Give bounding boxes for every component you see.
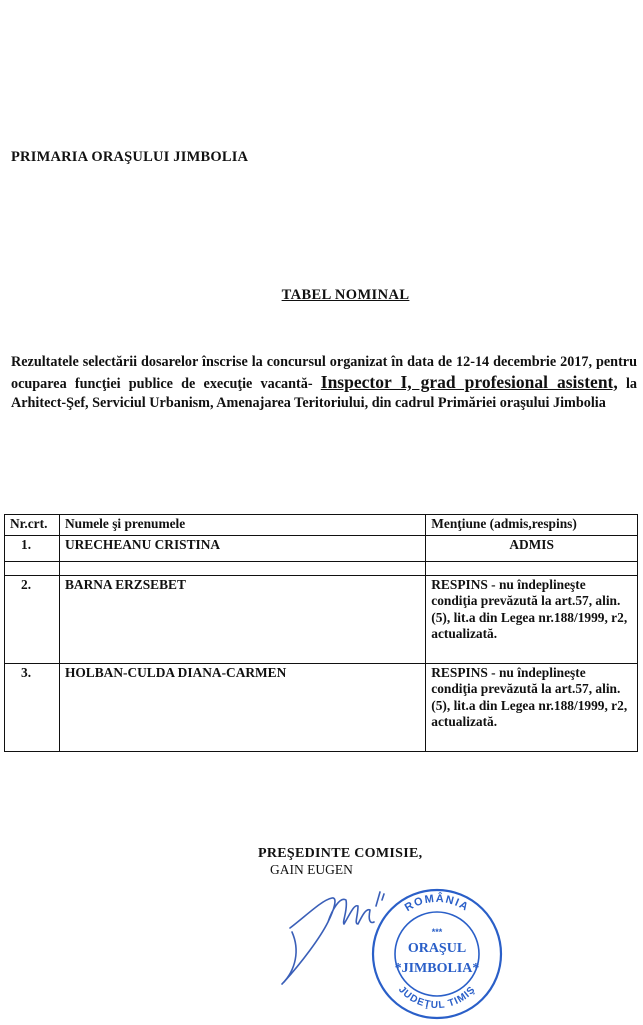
row-status: ADMIS	[426, 535, 638, 561]
signatory-role: PREŞEDINTE COMISIE,	[258, 846, 423, 861]
intro-text-2: la Arhitect-Şef, Serviciul Urbanism, Amenajarea Teritoriului, din cadrul Primăriei oraşului Jimbolia	[11, 375, 637, 411]
row-name: HOLBAN-CULDA DIANA-CARMEN	[59, 663, 425, 751]
table-spacer-row	[5, 561, 638, 575]
header-status: Menţiune (admis,respins)	[426, 515, 638, 536]
results-table	[4, 514, 638, 752]
official-stamp	[365, 880, 510, 1025]
position-title: Inspector I, grad profesional asistent,	[320, 371, 618, 392]
header-name: Numele şi prenumele	[59, 515, 425, 536]
stamp-stars: ***	[431, 927, 443, 937]
spacer-cell	[59, 561, 425, 575]
table-row	[5, 663, 638, 751]
spacer-cell	[426, 561, 638, 575]
stamp-top-text: ROMÂNIA	[402, 892, 472, 915]
table-header-row	[5, 515, 638, 536]
table-row	[5, 575, 638, 663]
row-nr: 1.	[5, 535, 60, 561]
document-title	[0, 287, 643, 304]
document-title-text: TABEL NOMINAL	[281, 287, 410, 303]
stamp-line2: *JIMBOLIA*	[394, 961, 480, 976]
stamp-line1: ORAŞUL	[407, 941, 467, 956]
spacer-cell	[5, 561, 60, 575]
intro-paragraph	[11, 353, 637, 414]
header-nr: Nr.crt.	[5, 515, 60, 536]
institution-name: PRIMARIA ORAŞULUI JIMBOLIA	[11, 149, 249, 165]
row-name: BARNA ERZSEBET	[59, 575, 425, 663]
intro-text-1: Rezultatele selectării dosarelor înscrise la concursul organizat în data de 12-14 decembrie 2017, pentru ocuparea funcţiei publice de execuţie vacantă-	[11, 354, 637, 392]
row-name: URECHEANU CRISTINA	[59, 535, 425, 561]
row-status: RESPINS - nu îndeplineşte condiţia prevăzută la art.57, alin.(5), lit.a din Legea nr.188/1999, r2, actualizată.	[426, 663, 638, 751]
stamp-bottom-text: JUDEŢUL TIMIŞ	[395, 984, 479, 1012]
row-nr: 2.	[5, 575, 60, 663]
signatory-name: GAIN EUGEN	[270, 862, 353, 877]
row-nr: 3.	[5, 663, 60, 751]
table-row	[5, 535, 638, 561]
row-status: RESPINS - nu îndeplineşte condiţia prevăzută la art.57, alin.(5), lit.a din Legea nr.188/1999, r2, actualizată.	[426, 575, 638, 663]
